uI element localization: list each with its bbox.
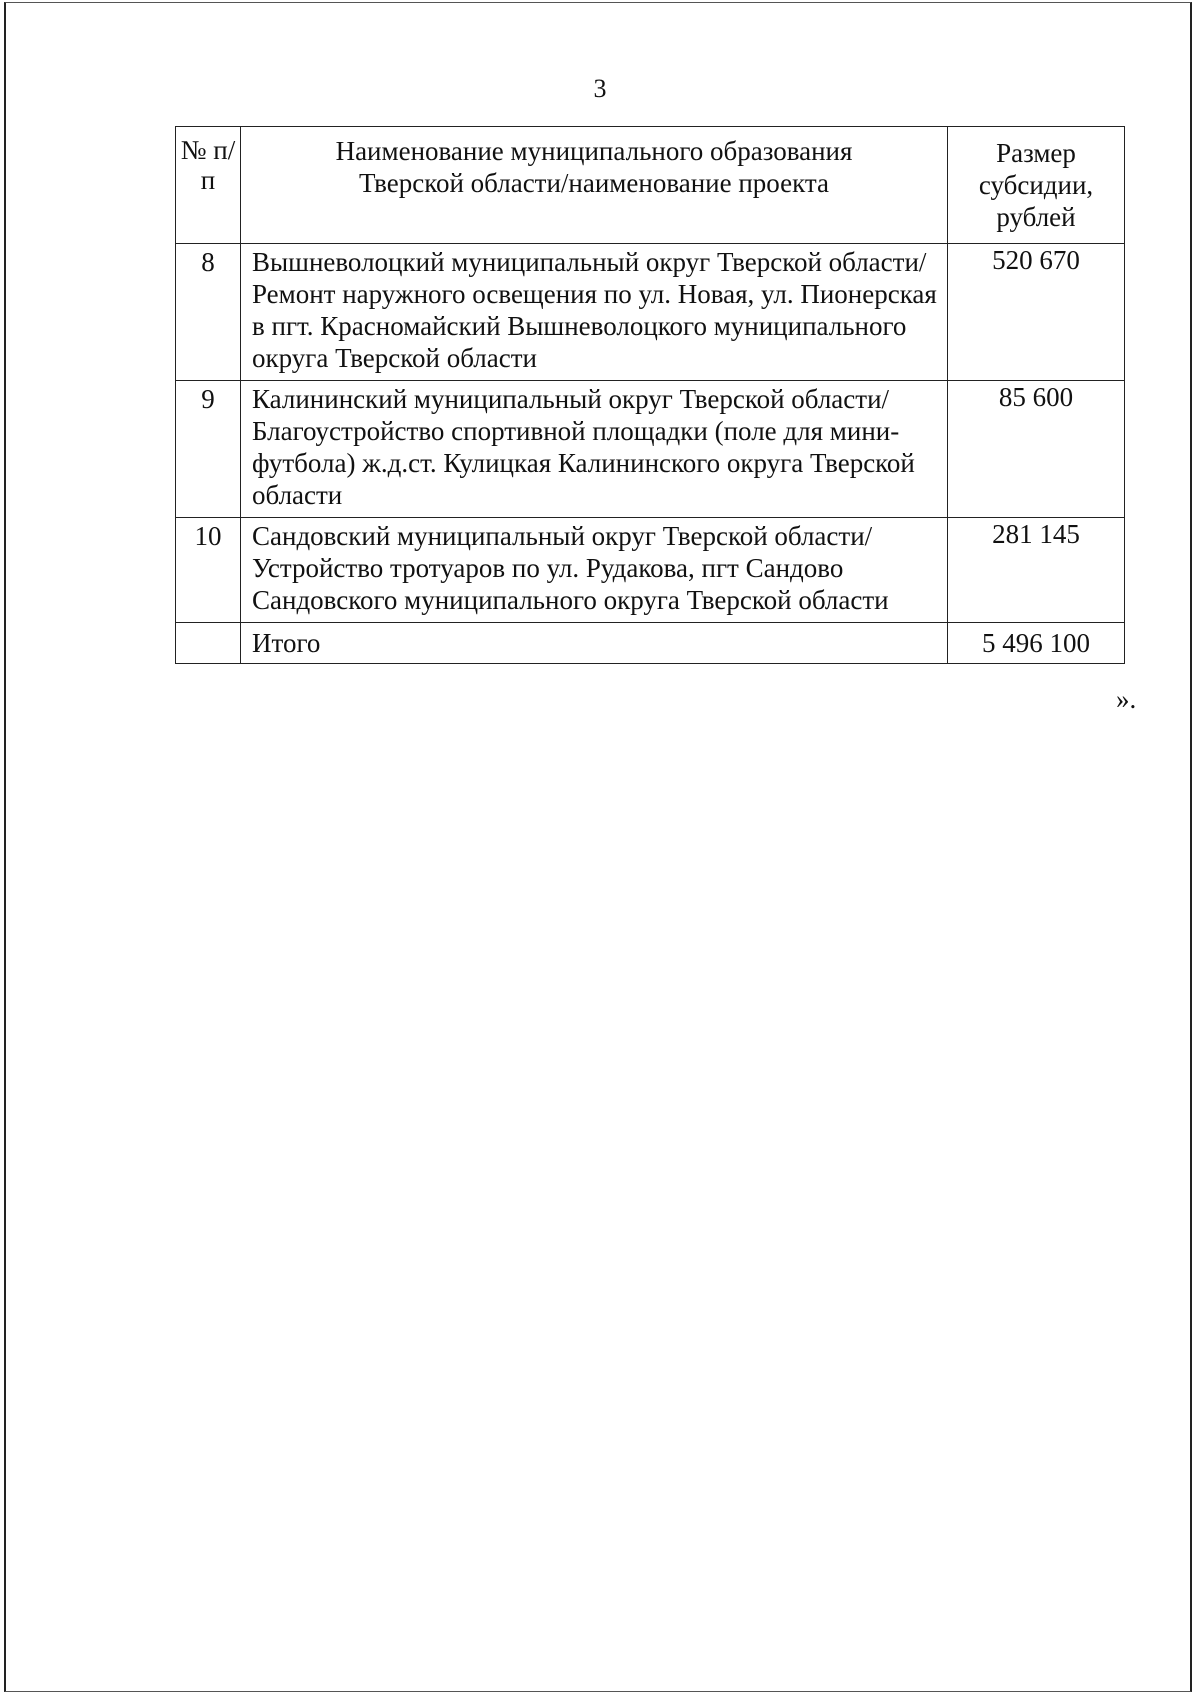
table-total-row (176, 623, 1125, 664)
header-name-line2: Тверской области/наименование проекта (359, 168, 829, 198)
row-name: Вышневолоцкий муниципальный округ Тверской области/ Ремонт наружного освещения по ул. Новая, ул. Пионерская в пгт. Красномайский Вышневолоцкого муниципального округа Тверской области (241, 244, 948, 381)
row-num: 8 (176, 244, 241, 381)
row-num: 9 (176, 381, 241, 518)
total-label: Итого (241, 623, 948, 664)
table-row (176, 381, 1125, 518)
row-amount: 520 670 (948, 244, 1125, 381)
closing-quote: ». (1116, 684, 1137, 714)
page-number: 3 (593, 74, 607, 103)
table-row (176, 244, 1125, 381)
row-name: Калининский муниципальный округ Тверской области/ Благоустройство спортивной площадки (поле для мини-футбола) ж.д.ст. Кулицкая Калининского округа Тверской области (241, 381, 948, 518)
total-amount: 5 496 100 (948, 623, 1125, 664)
row-num: 10 (176, 518, 241, 623)
table-header-row (176, 127, 1125, 244)
subsidy-table (175, 126, 1125, 664)
row-amount: 281 145 (948, 518, 1125, 623)
total-num (176, 623, 241, 664)
header-num: № п/п (176, 127, 241, 244)
header-name-line1: Наименование муниципального образования (335, 136, 853, 166)
header-amount: Размер субсидии, рублей (948, 127, 1125, 244)
row-name: Сандовский муниципальный округ Тверской области/ Устройство тротуаров по ул. Рудакова, пгт Сандово Сандовского муниципального округа Тверской области (241, 518, 948, 623)
header-name (241, 127, 948, 244)
row-amount: 85 600 (948, 381, 1125, 518)
table-row (176, 518, 1125, 623)
